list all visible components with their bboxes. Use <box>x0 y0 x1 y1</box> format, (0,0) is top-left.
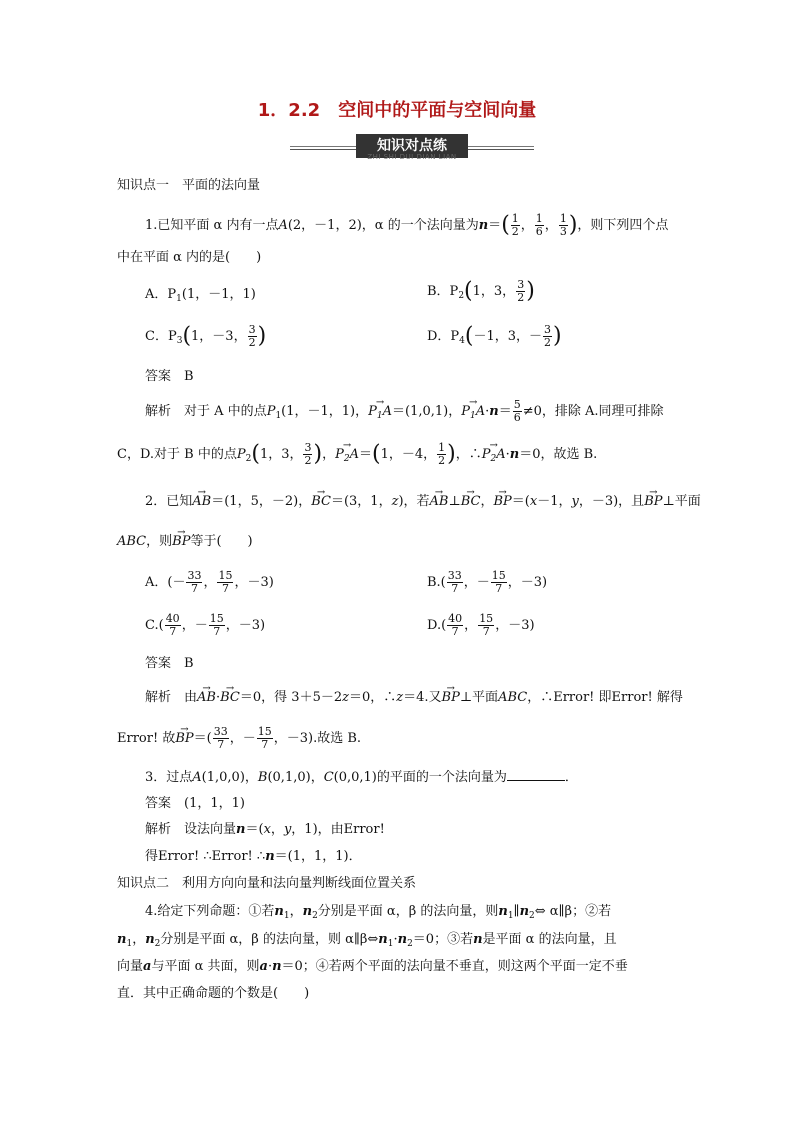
question-1-line-2: 中在平面 α 内的是( ) <box>117 250 262 265</box>
question-1-line-1: 1.已知平面 α 内有一点A(2，－1，2)，α 的一个法向量为n＝( $\frac{1}{2}$ ， $\frac{1}{6}$ ， $\frac{1}{3}$ )，则下列四个点 <box>145 212 669 238</box>
question-3-answer: 答案 (1，1，1) <box>145 796 245 811</box>
question-2-answer: 答案 B <box>145 656 194 671</box>
question-1-analysis-line-1: 解析 对于 A 中的点$P_1(1$，－1，1)，→ $P_1A=(1,0,1)$，→ $P_1A\cdot n=$ $\frac{5}{6}$ ≠0，排除 A.同理可排除 <box>145 399 664 425</box>
question-3-analysis-line-2: 得Error! ∴Error! ∴n＝(1，1，1)． <box>145 849 362 864</box>
section-heading-2: 知识点二 利用方向向量和法向量判断线面位置关系 <box>117 876 417 891</box>
question-4-line-3: 向量a与平面 α 共面，则a·n＝0；④若两个平面的法向量不垂直，则这两个平面一定不垂 <box>117 959 628 974</box>
question-2-option-b: B.( $\frac{33}{7}$ ，－ $\frac{15}{7}$ ，－3) <box>427 569 548 595</box>
question-2-analysis-line-1: 解析 由→ AB·→ BC＝0，得 3＋5－2z＝0，∴z＝4.又→ BP⊥平面ABC，∴Error! 即Error! 解得 <box>145 689 683 707</box>
answer-blank <box>507 768 565 781</box>
question-1-option-a: A．$P_1(1$，－1，1) <box>145 287 256 304</box>
page-title: 1．2.2 空间中的平面与空间向量 <box>257 100 537 121</box>
question-4-line-2: $n_1$，$n_2$分别是平面 α，β 的法向量，则 $\alpha\parallel\beta\Leftrightarrow n_1\cdot n_2=0$；③若n是平面 α 的法向量，且 <box>117 932 617 949</box>
question-2-line-1: 2．已知→ AB＝(1，5，－2)，→ BC＝(3，1，z)，若→ AB⊥→ BC，→ BP＝(x－1，y，－3)，且→ BP⊥平面 <box>145 493 701 511</box>
question-2-line-2: ABC，则→ BP等于( ) <box>117 533 253 551</box>
section-banner <box>290 133 534 165</box>
question-1-answer: 答案 B <box>145 369 194 384</box>
banner-subtitle: ZHI SHI DUI DIAN LIAN <box>367 153 457 161</box>
question-2-analysis-line-2: Error! 故→ BP＝( $\frac{33}{7}$ ，－ $\frac{15}{7}$ ，－3).故选 B. <box>117 726 361 751</box>
question-2-option-c: C.( $\frac{40}{7}$ ，－ $\frac{15}{7}$ ，－3) <box>145 612 266 638</box>
question-1-analysis-line-2: C，D.对于 B 中的点$P_2(1$，3， $\frac{3}{2}$ )，→ $P_2A=(1$，－4， $\frac{1}{2}$ )，∴→ $P_2A\cdot n=0$，故选 B. <box>117 442 597 468</box>
question-2-option-a: A．(－ $\frac{33}{7}$ ， $\frac{15}{7}$ ，－3) <box>145 569 274 595</box>
question-2-option-d: D.( $\frac{40}{7}$ ， $\frac{15}{7}$ ，－3) <box>427 612 535 638</box>
question-1-option-d: D．$P_4(-1$，3，－ $\frac{3}{2}$ ) <box>427 323 562 349</box>
question-1-option-c: C．$P_3(1$，－3， $\frac{3}{2}$ ) <box>145 323 267 349</box>
question-4-line-4: 直．其中正确命题的个数是( ) <box>117 986 310 1001</box>
question-3-line-1: 3．过点A(1,0,0)，B(0,1,0)，C(0,0,1)的平面的一个法向量为 ． <box>145 770 578 785</box>
question-3-analysis-line-1: 解析 设法向量n＝(x，y，1)，由Error! <box>145 822 385 837</box>
question-1-option-b: B．$P_2(1$，3， $\frac{3}{2}$ ) <box>427 278 535 304</box>
banner-label: 知识对点练 <box>356 134 468 158</box>
question-4-line-1: 4.给定下列命题：①若$n_1$，$n_2$分别是平面 α，β 的法向量，则$n_1\parallel n_2\Leftrightarrow$ α∥β；②若 <box>145 904 612 921</box>
section-heading-1: 知识点一 平面的法向量 <box>117 178 261 193</box>
